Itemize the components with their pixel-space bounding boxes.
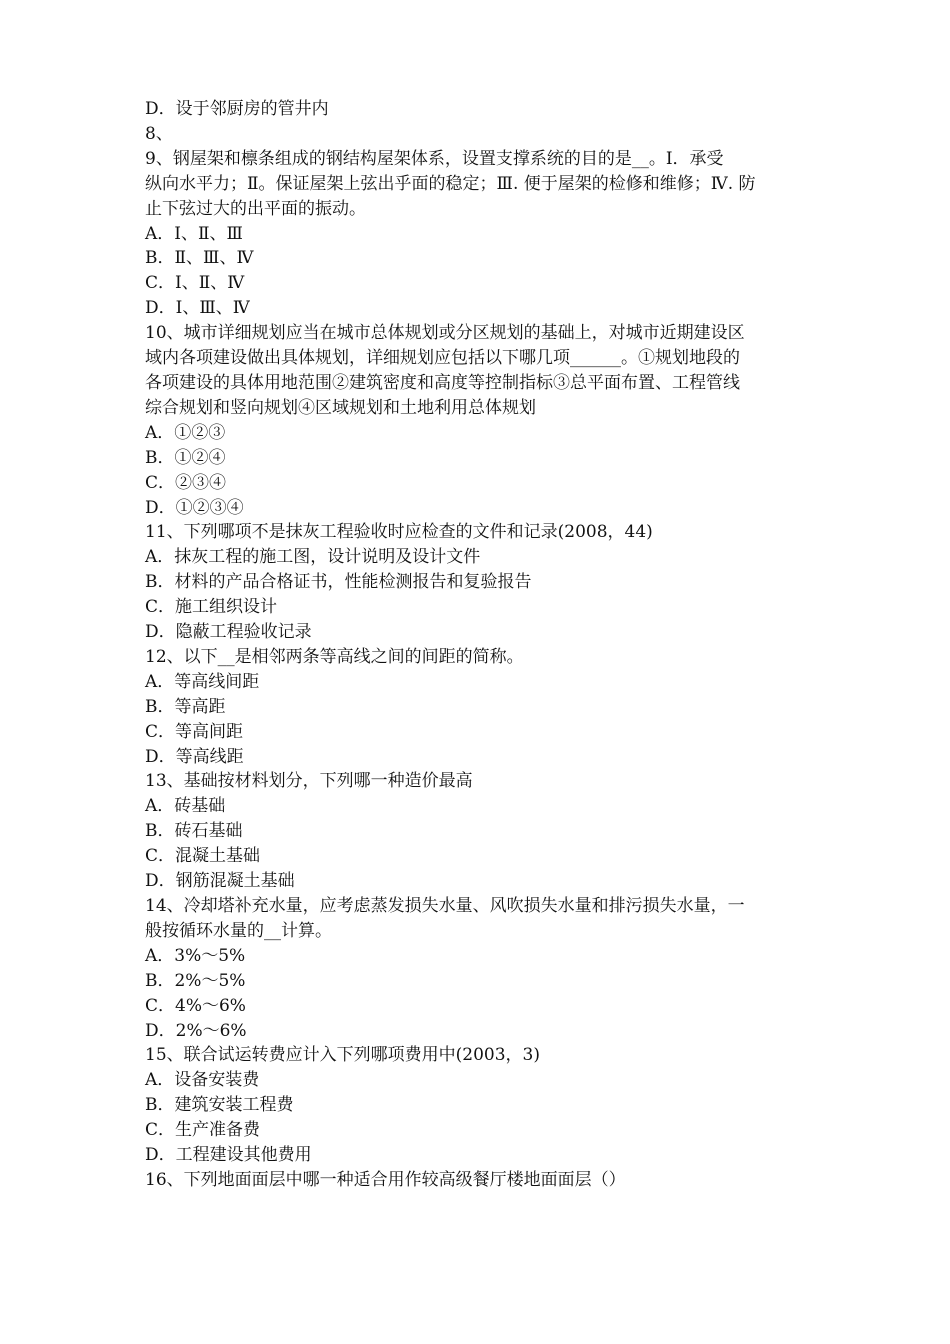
text-line: D．钢筋混凝土基础 (145, 871, 295, 892)
text-line: 16、下列地面面层中哪一种适合用作较高级餐厅楼地面面层（） (145, 1169, 626, 1190)
text-line: D．①②③④ (145, 497, 244, 518)
text-line: 11、下列哪项不是抹灰工程验收时应检查的文件和记录(2008，44) (145, 522, 653, 543)
text-line: D．等高线距 (145, 746, 244, 767)
text-line: C．Ⅰ、Ⅱ、Ⅳ (145, 273, 245, 294)
text-line: D．2%～6% (145, 1020, 247, 1041)
text-line: B．砖石基础 (145, 821, 243, 842)
text-line: A．抹灰工程的施工图，设计说明及设计文件 (145, 547, 481, 568)
text-line: 14、冷却塔补充水量，应考虑蒸发损失水量、风吹损失水量和排污损失水量，一 (145, 896, 745, 916)
text-line: B．等高距 (145, 696, 226, 717)
text-line: A．Ⅰ、Ⅱ、Ⅲ (145, 223, 243, 244)
text-line: 各项建设的具体用地范围②建筑密度和高度等控制指标③总平面布置、工程管线 (145, 372, 740, 393)
text-line: D．工程建设其他费用 (145, 1145, 312, 1166)
text-line: A．设备安装费 (145, 1070, 260, 1091)
text-line: 纵向水平力；Ⅱ。保证屋架上弦出乎面的稳定；Ⅲ. 便于屋架的检修和维修；Ⅳ. 防 (145, 173, 756, 194)
text-line: D．Ⅰ、Ⅲ、Ⅳ (145, 298, 250, 319)
text-line: 般按循环水量的__计算。 (145, 920, 332, 941)
text-line: C．生产准备费 (145, 1120, 261, 1141)
text-line: C．4%～6% (145, 995, 246, 1016)
text-line: A．①②③ (145, 422, 226, 443)
text-line: B．2%～5% (145, 970, 246, 991)
text-line: 域内各项建设做出具体规划，详细规划应包括以下哪几项______。①规划地段的 (145, 348, 740, 369)
text-line: 8、 (145, 123, 173, 144)
text-line: B．①②④ (145, 447, 226, 468)
text-line: 10、城市详细规划应当在城市总体规划或分区规划的基础上，对城市近期建设区 (145, 323, 745, 344)
document-page (145, 97, 825, 1193)
text-line: A．3%～5% (145, 945, 246, 966)
text-line: C．②③④ (145, 472, 227, 493)
text-line: C．混凝土基础 (145, 846, 261, 867)
text-line: D．隐蔽工程验收记录 (145, 622, 312, 643)
text-line: D．设于邻厨房的管井内 (145, 99, 329, 119)
text-line: C．施工组织设计 (145, 597, 278, 618)
text-line: A．砖基础 (145, 796, 226, 817)
text-line: C．等高间距 (145, 721, 244, 742)
text-line: B．Ⅱ、Ⅲ、Ⅳ (145, 248, 254, 269)
text-line: 综合规划和竖向规划④区域规划和土地利用总体规划 (145, 397, 536, 418)
text-line: 12、以下__是相邻两条等高线之间的间距的简称。 (145, 646, 524, 667)
text-line: 止下弦过大的出平面的振动。 (145, 198, 366, 219)
text-line: B．材料的产品合格证书，性能检测报告和复验报告 (145, 572, 532, 593)
text-line: 15、联合试运转费应计入下列哪项费用中(2003，3) (145, 1045, 540, 1066)
text-line: 9、钢屋架和檩条组成的钢结构屋架体系，设置支撑系统的目的是__。Ⅰ．承受 (145, 148, 724, 169)
text-line: B．建筑安装工程费 (145, 1095, 294, 1116)
text-line: 13、基础按材料划分，下列哪一种造价最高 (145, 771, 473, 792)
text-line: A．等高线间距 (145, 671, 260, 692)
